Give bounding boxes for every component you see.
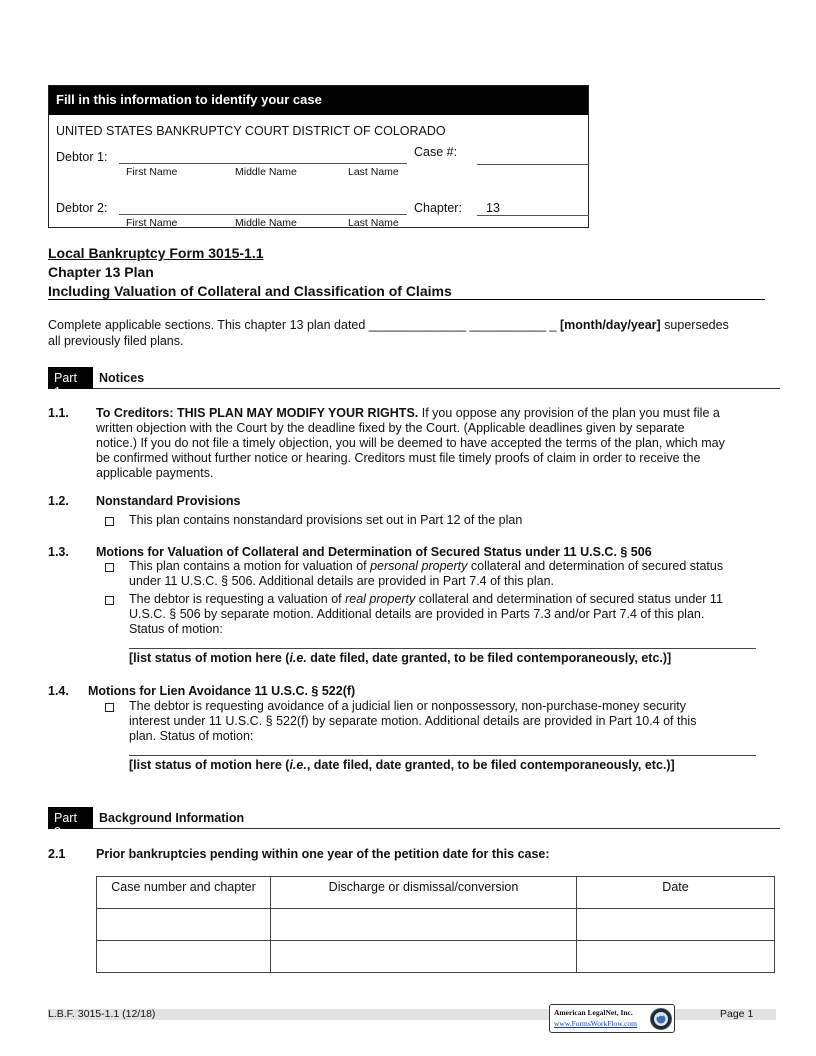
personal-property-valuation-checkbox[interactable] [105,563,114,572]
prior-bankruptcies-table [96,876,775,973]
section-1-4-option1-line2: interest under 11 U.S.C. § 522(f) by separate motion. Additional details are provided in Part 10.4 of this [129,714,697,728]
footer-form-id: L.B.F. 3015-1.1 (12/18) [48,1008,156,1020]
case-number-cell[interactable] [97,909,271,941]
section-1-4-option1-line3: plan. Status of motion: [129,729,254,743]
case-number-cell[interactable] [97,941,271,973]
discharge-cell[interactable] [271,941,577,973]
section-1-1-line2: written objection with the Court by the deadline fixed by the Court. (Applicable deadlines given by separate [96,421,685,435]
court-name: UNITED STATES BANKRUPTCY COURT DISTRICT OF COLORADO [56,124,446,138]
section-1-1-line1 [96,406,780,421]
case-info-box [48,85,589,228]
column-header-discharge: Discharge or dismissal/conversion [271,877,577,909]
status-instruction-italic: i.e. [289,651,307,665]
debtor1-first-name-caption: First Name [126,166,178,178]
option2-text-a: The debtor is requesting a valuation of [129,592,346,606]
option1-text-b: collateral and determination of secured status [467,559,724,573]
chapter-value: 13 [486,201,500,215]
column-header-date: Date [577,877,775,909]
column-header-case-number: Case number and chapter [97,877,271,909]
part2-header [48,807,780,839]
section-2-1-number: 2.1 [48,847,66,861]
section-1-3-heading: Motions for Valuation of Collateral and Determination of Secured Status under 11 U.S.C. § 506 [96,545,652,559]
section-1-3-option2-line3: Status of motion: [129,622,223,636]
globe-icon [649,1007,673,1031]
debtor1-last-name-caption: Last Name [348,166,399,178]
intro-text-start: Complete applicable sections. This chapter 13 plan dated ______________ ___________ _ [48,318,560,332]
publisher-logo[interactable] [549,1004,675,1033]
status-of-motion-field-1-4[interactable] [129,755,756,756]
section-1-1-number: 1.1. [48,406,69,420]
table-header-row [97,877,775,909]
case-number-field[interactable] [477,164,589,165]
section-1-3-option1-line2: under 11 U.S.C. § 506. Additional details are provided in Part 7.4 of this plan. [129,574,555,588]
part1-header [48,367,780,399]
footer-page-number: Page 1 [720,1008,754,1020]
option2-text-b: collateral and determination of secured status under 11 [415,592,723,606]
section-1-1-line5: applicable payments. [96,466,214,480]
date-cell[interactable] [577,941,775,973]
date-cell[interactable] [577,909,775,941]
debtor1-middle-name-caption: Middle Name [235,166,297,178]
part1-title: Notices [99,371,145,385]
form-title: Local Bankruptcy Form 3015-1.1 [48,245,264,261]
section-1-4-number: 1.4. [48,684,69,698]
intro-text-line2: all previously filed plans. [48,334,184,348]
status-instruction-a: [list status of motion here ( [129,651,290,665]
case-number-label: Case #: [414,145,458,159]
status-of-motion-field-1-3[interactable] [129,648,756,649]
section-1-3-option1-line1 [129,559,723,574]
table-row [97,909,775,941]
nonstandard-provisions-text: This plan contains nonstandard provisions set out in Part 12 of the plan [129,513,523,527]
logo-company-name: American LegalNet, Inc. [554,1008,633,1017]
section-1-3-number: 1.3. [48,545,69,559]
section-1-4-option1-line1: The debtor is requesting avoidance of a judicial lien or nonpossessory, non-purchase-money security [129,699,687,713]
debtor2-name-field[interactable] [119,214,407,215]
section-1-4-heading: Motions for Lien Avoidance 11 U.S.C. § 522(f) [88,684,356,698]
section-2-1-heading: Prior bankruptcies pending within one year of the petition date for this case: [96,847,550,861]
part2-label: Part 2 [48,807,93,829]
section-1-3-option2-line2: U.S.C. § 506 by separate motion. Additional details are provided in Parts 7.3 and/or Part 7.4 of this plan. [129,607,705,621]
option1-text-a: This plan contains a motion for valuation of [129,559,371,573]
lien-avoidance-checkbox[interactable] [105,703,114,712]
table-row [97,941,775,973]
case-box-header: Fill in this information to identify your case [49,86,588,115]
section-1-3-option2-line1 [129,592,723,607]
discharge-cell[interactable] [271,909,577,941]
debtor2-middle-name-caption: Middle Name [235,217,297,229]
debtor1-name-field[interactable] [119,163,407,164]
part1-label: Part 1 [48,367,93,389]
nonstandard-provisions-checkbox[interactable] [105,517,114,526]
option1-text-italic: personal property [370,559,468,573]
section-1-2-number: 1.2. [48,494,69,508]
section-1-2-heading: Nonstandard Provisions [96,494,241,508]
section-1-4-status-instruction [129,758,675,773]
intro-text [48,318,780,333]
form-subtitle-2: Including Valuation of Collateral and Classification of Claims [48,283,452,299]
status-instruction-a: [list status of motion here ( [129,758,290,772]
chapter-label: Chapter: [414,201,462,215]
title-rule [48,299,765,300]
status-instruction-italic: i.e. [289,758,307,772]
part2-title: Background Information [99,811,245,825]
status-instruction-b: , date filed, date granted, to be filed contemporaneously, etc.)] [306,758,675,772]
chapter-field[interactable] [477,215,589,216]
debtor2-first-name-caption: First Name [126,217,178,229]
intro-date-placeholder: [month/day/year] [559,318,661,332]
debtor1-label: Debtor 1: [56,150,108,164]
section-1-1-heading: To Creditors: THIS PLAN MAY MODIFY YOUR RIGHTS. [96,406,419,420]
debtor2-label: Debtor 2: [56,201,108,215]
section-1-1-line3: notice.) If you do not file a timely objection, you will be deemed to have accepted the terms of the plan, which may [96,436,725,450]
section-1-1-line4: be confirmed without further notice or hearing. Creditors must file timely proofs of claim in order to receive the [96,451,701,465]
intro-text-end: supersedes [660,318,729,332]
form-subtitle: Chapter 13 Plan [48,264,154,280]
logo-website: www.FormsWorkFlow.com [554,1019,638,1028]
section-1-3-status-instruction [129,651,671,666]
status-instruction-b: date filed, date granted, to be filed contemporaneously, etc.)] [306,651,672,665]
option2-text-italic: real property [345,592,416,606]
debtor2-last-name-caption: Last Name [348,217,399,229]
section-1-1-text: If you oppose any provision of the plan you must file a [418,406,720,420]
real-property-valuation-checkbox[interactable] [105,596,114,605]
